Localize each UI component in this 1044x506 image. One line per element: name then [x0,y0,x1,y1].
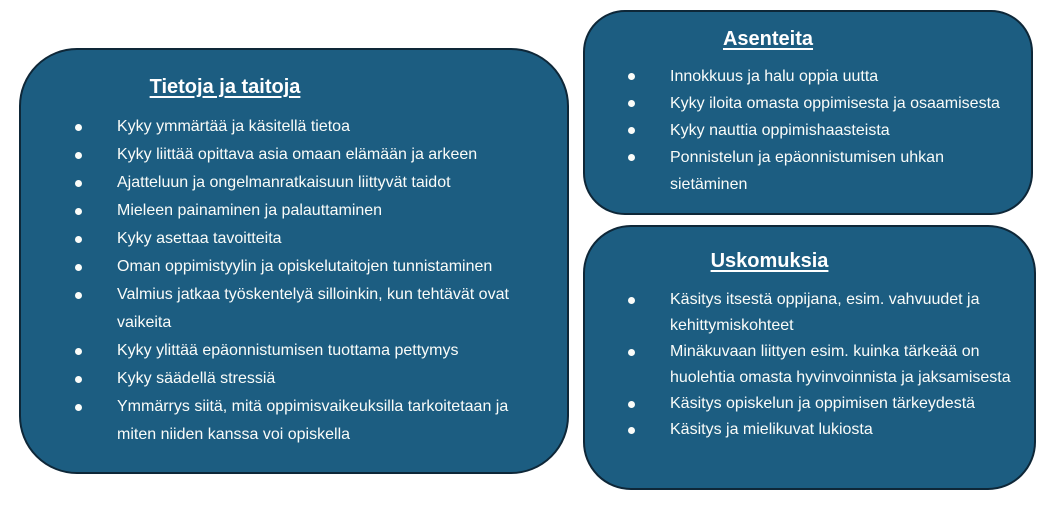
list-item: Oman oppimistyylin ja opiskelutaitojen tunnistaminen [21,253,539,281]
list-item: Käsitys itsestä oppijana, esim. vahvuudet ja kehittymiskohteet [585,287,1014,339]
list-item: Kyky asettaa tavoitteita [21,225,539,253]
list-item: Minäkuvaan liittyen esim. kuinka tärkeää on huolehtia omasta hyvinvoinnista ja jaksamisesta [585,339,1014,391]
beliefs-title: Uskomuksia [710,250,829,272]
beliefs-box [583,225,1036,490]
beliefs-list [585,287,1014,443]
list-item: Kyky ylittää epäonnistumisen tuottama pettymys [21,337,539,365]
list-item: Innokkuus ja halu oppia uutta [585,63,1011,90]
attitudes-box [583,10,1033,215]
attitudes-list [585,63,1011,198]
list-item: Kyky nauttia oppimishaasteista [585,117,1011,144]
list-item: Kyky ymmärtää ja käsitellä tietoa [21,113,539,141]
list-item: Kyky liittää opittava asia omaan elämään ja arkeen [21,141,539,169]
list-item: Ajatteluun ja ongelmanratkaisuun liittyvät taidot [21,169,539,197]
list-item: Mieleen painaminen ja palauttaminen [21,197,539,225]
list-item: Käsitys ja mielikuvat lukiosta [585,417,1014,443]
list-item: Ymmärrys siitä, mitä oppimisvaikeuksilla tarkoitetaan ja miten niiden kanssa voi opiskella [21,393,539,449]
attitudes-title: Asenteita [722,28,814,50]
list-item: Kyky säädellä stressiä [21,365,539,393]
list-item: Kyky iloita omasta oppimisesta ja osaamisesta [585,90,1011,117]
list-item: Valmius jatkaa työskentelyä silloinkin, kun tehtävät ovat vaikeita [21,281,539,337]
knowledge-skills-box [19,48,569,474]
knowledge-skills-title: Tietoja ja taitoja [149,76,301,98]
list-item: Ponnistelun ja epäonnistumisen uhkan sietäminen [585,144,1011,198]
list-item: Käsitys opiskelun ja oppimisen tärkeydestä [585,391,1014,417]
knowledge-skills-list [21,113,539,449]
